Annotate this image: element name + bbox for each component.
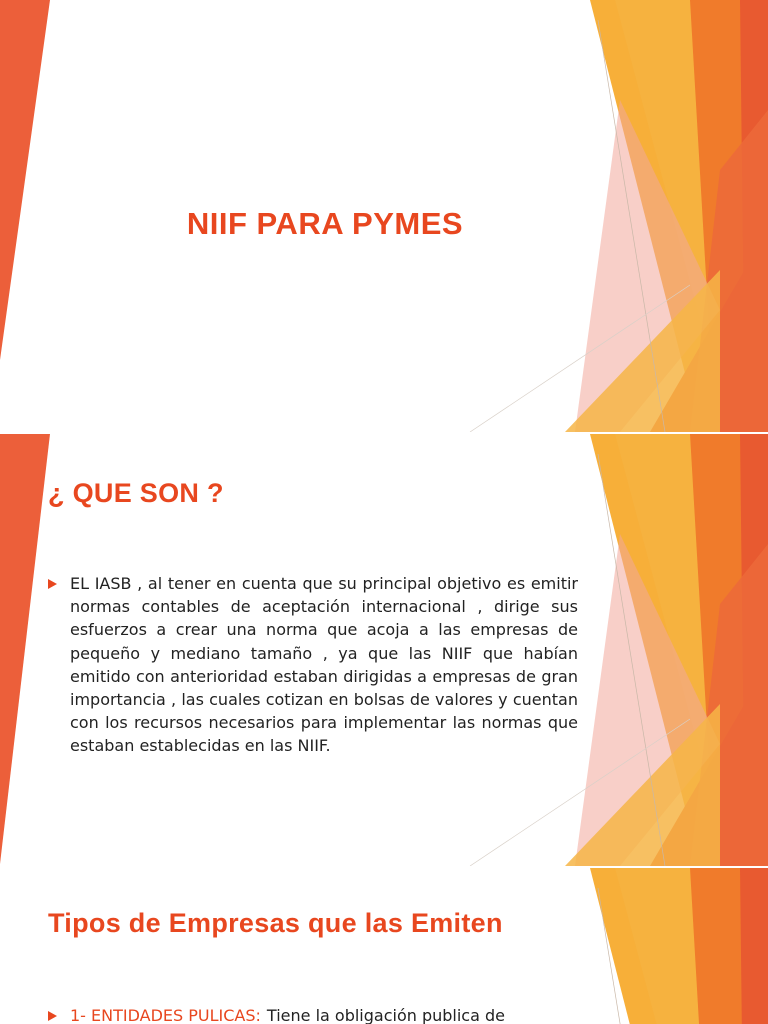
bullet-text: EL IASB , al tener en cuenta que su principal objetivo es emitir normas contables de aceptación internacional , dirige sus esfuerzos a crear una norma que acoja a las empresas de pequeño y mediano tamaño , ya que las NIIF que habían emitido con anterioridad estaban dirigidas a empresas de gran importancia , las cuales cotizan en bolsas de valores y cuentan con los recursos necesarios para implementar las normas que estaban establecidas en las NIIF. bbox=[70, 574, 578, 756]
bullet-arrow-icon bbox=[48, 579, 57, 589]
bullet-text bbox=[70, 1004, 578, 1024]
slide-title-text: NIIF PARA PYMES bbox=[186, 206, 464, 241]
slide-tipos-empresas bbox=[0, 868, 768, 1024]
slide-title bbox=[0, 0, 768, 432]
slide-heading: Tipos de Empresas que las Emiten bbox=[48, 908, 503, 938]
bullet-item bbox=[48, 1004, 578, 1024]
slide-que-son bbox=[0, 434, 768, 866]
bullet-item bbox=[48, 572, 578, 758]
bullet-body: Tiene la obligación publica de bbox=[266, 1006, 505, 1024]
decorative-shapes bbox=[0, 868, 768, 1024]
bullet-label: 1- ENTIDADES PULICAS: bbox=[70, 1006, 261, 1024]
bullet-arrow-icon bbox=[48, 1011, 57, 1021]
slide-heading: ¿ QUE SON ? bbox=[48, 478, 224, 508]
